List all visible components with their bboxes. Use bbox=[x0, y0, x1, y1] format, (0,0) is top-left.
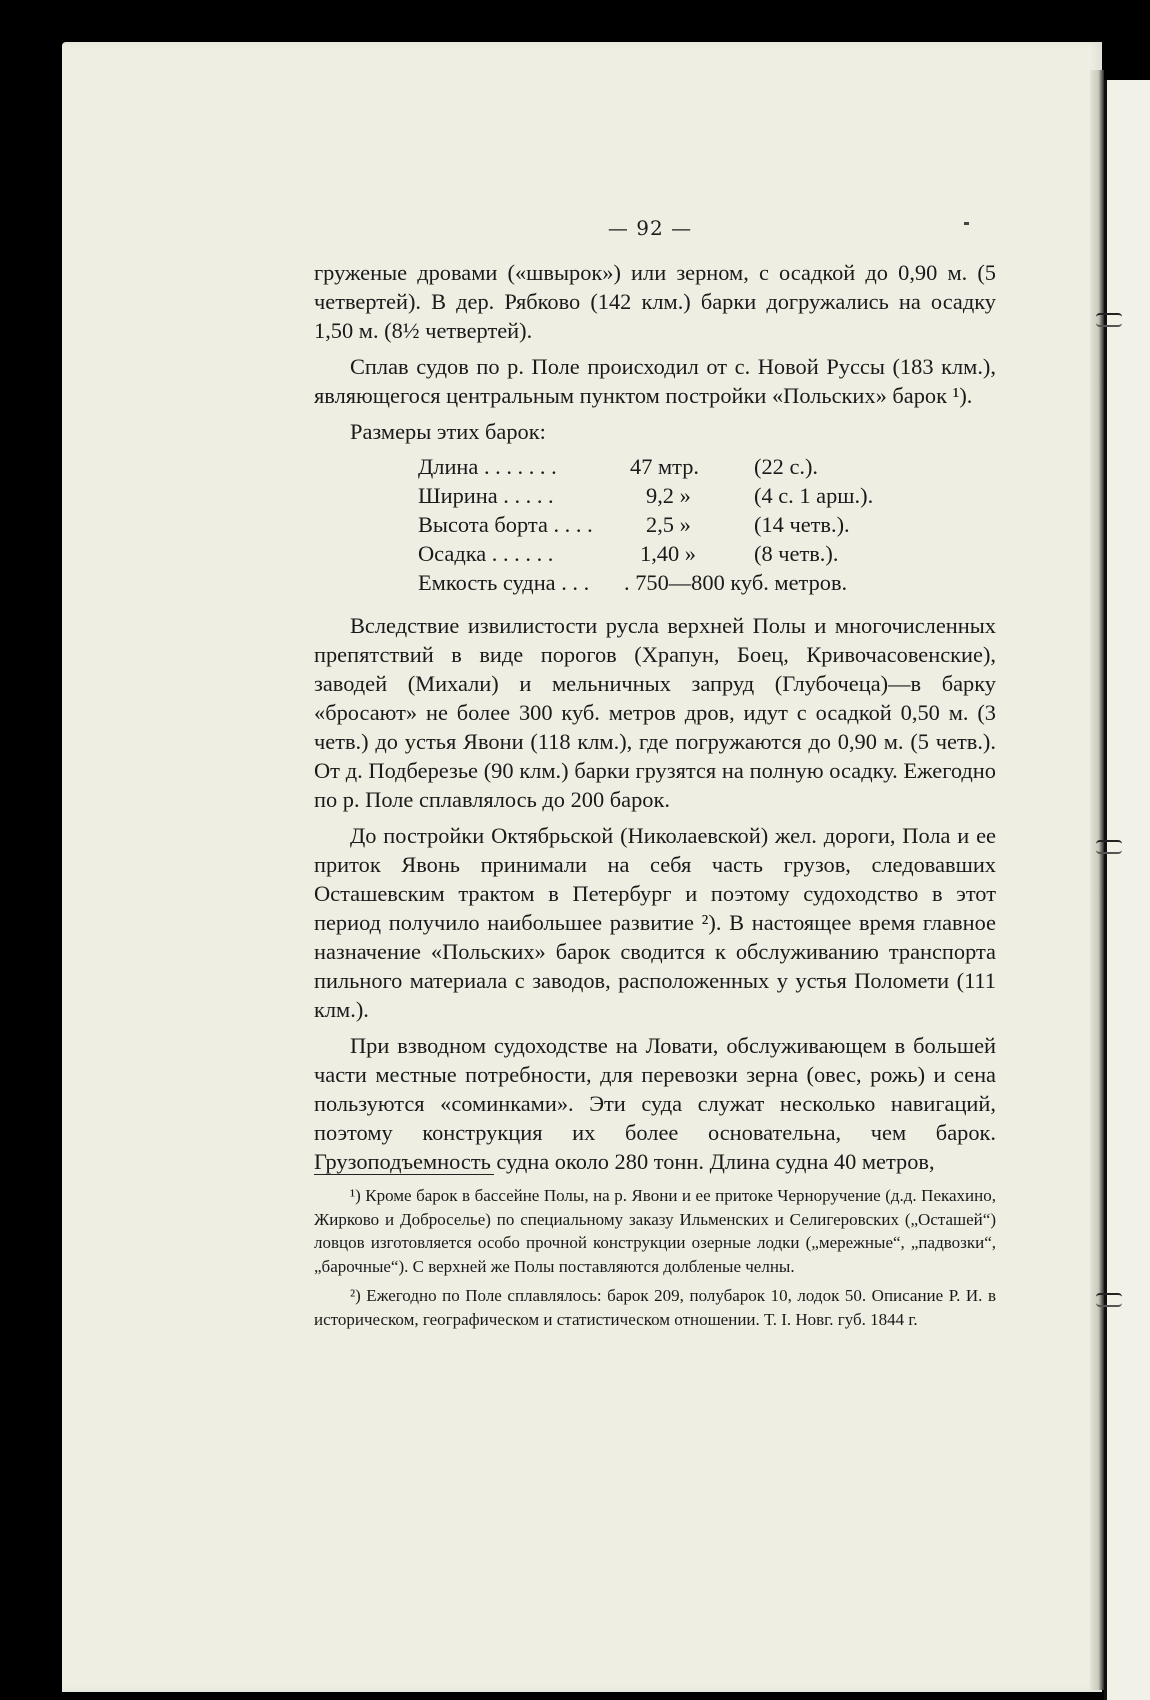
dimension-note: (14 четв.). bbox=[754, 512, 850, 537]
paragraph: При взводном судоходстве на Ловати, обслуживающем в большей части местные потребности, для перевозки зерна (овес, рожь) и сена пользуются «соминками». Эти суда служат несколько навигаций, поэтому конструкция их более основательна, чем барок. Грузоподъемность судна около 280 тонн. Длина судна 40 метров, bbox=[314, 1033, 996, 1174]
dimension-row bbox=[418, 452, 996, 481]
dimension-row bbox=[418, 539, 996, 568]
dimension-note: (8 четв.). bbox=[754, 541, 839, 566]
main-text bbox=[314, 258, 996, 1176]
dimension-label: Высота борта . . . . bbox=[418, 512, 593, 537]
dimension-label: Емкость судна . . . bbox=[418, 570, 590, 595]
footnote: ²) Ежегодно по Поле сплавлялось: барок 209, полубарок 10, лодок 50. Описание Р. И. в историческом, географическом и статистическом отношении. Т. I. Новг. губ. 1844 г. bbox=[314, 1286, 996, 1329]
dimension-value: . 750—800 куб. метров. bbox=[624, 570, 848, 595]
footnotes bbox=[314, 1184, 996, 1331]
print-mark bbox=[964, 222, 969, 225]
dimension-label: Длина . . . . . . . bbox=[418, 454, 557, 479]
dimension-label: Осадка . . . . . . bbox=[418, 541, 554, 566]
paragraph: Сплав судов по р. Поле происходил от с. Новой Руссы (183 клм.), являющегося центральным пунктом постройки «Польских» барок ¹). bbox=[314, 354, 996, 408]
dimensions-table bbox=[418, 452, 996, 597]
paragraph: Размеры этих барок: bbox=[350, 419, 546, 444]
footnote: ¹) Кроме барок в бассейне Полы, на р. Явони и ее притоке Черноручение (д.д. Пекахино, Жирково и Доброселье) по специальному заказу Ильменских и Селигеровских („Осташей“) ловцов изготовляется особо прочной конструкции озерные лодки („мережные“, „падвозки“, „барочные“). С верхней же Полы поставляются долбленые челны. bbox=[314, 1186, 996, 1276]
dimension-value: 2,5 » bbox=[646, 512, 691, 537]
stitch-mark bbox=[1096, 313, 1122, 327]
dimension-value: 1,40 » bbox=[640, 541, 696, 566]
stitch-mark bbox=[1096, 840, 1122, 854]
footnote-divider bbox=[314, 1174, 494, 1175]
paragraph: груженые дровами («швырок») или зерном, с осадкой до 0,90 м. (5 четвертей). В дер. Рябково (142 клм.) барки догружались на осадку 1,50 м. (8½ четвертей). bbox=[314, 260, 996, 343]
dimension-row bbox=[418, 481, 996, 510]
dimension-value: 47 мтр. bbox=[630, 454, 700, 479]
dimension-row bbox=[418, 568, 996, 597]
page-number: — 92 — bbox=[607, 216, 693, 240]
dimension-note: (22 с.). bbox=[754, 454, 819, 479]
dimension-row bbox=[418, 510, 996, 539]
paragraph: Вследствие извилистости русла верхней Полы и многочисленных препятствий в виде порогов (Храпун, Боец, Кривочасовенские), заводей (Михали) и мельничных запруд (Глубочеца)—в барку «бросают» не более 300 куб. метров дров, идут с осадкой 0,50 м. (3 четв.) до устья Явони (118 клм.), где погружаются до 0,90 м. (5 четв.). От д. Подберезье (90 клм.) барки грузятся на полную осадку. Ежегодно по р. Поле сплавлялось до 200 барок. bbox=[314, 613, 996, 812]
dimension-note: (4 с. 1 арш.). bbox=[754, 483, 874, 508]
dimension-label: Ширина . . . . . bbox=[418, 483, 554, 508]
stitch-mark bbox=[1096, 1293, 1122, 1307]
dimension-value: 9,2 » bbox=[646, 483, 691, 508]
paragraph: До постройки Октябрьской (Николаевской) жел. дороги, Пола и ее приток Явонь принимали на себя часть грузов, следовавших Осташевским трактом в Петербург и поэтому судоходство в этот период получило наибольшее развитие ²). В настоящее время главное назначение «Польских» барок сводится к обслуживанию транспорта пильного материала с заводов, расположенных у устья Поломети (111 клм.). bbox=[314, 823, 996, 1022]
